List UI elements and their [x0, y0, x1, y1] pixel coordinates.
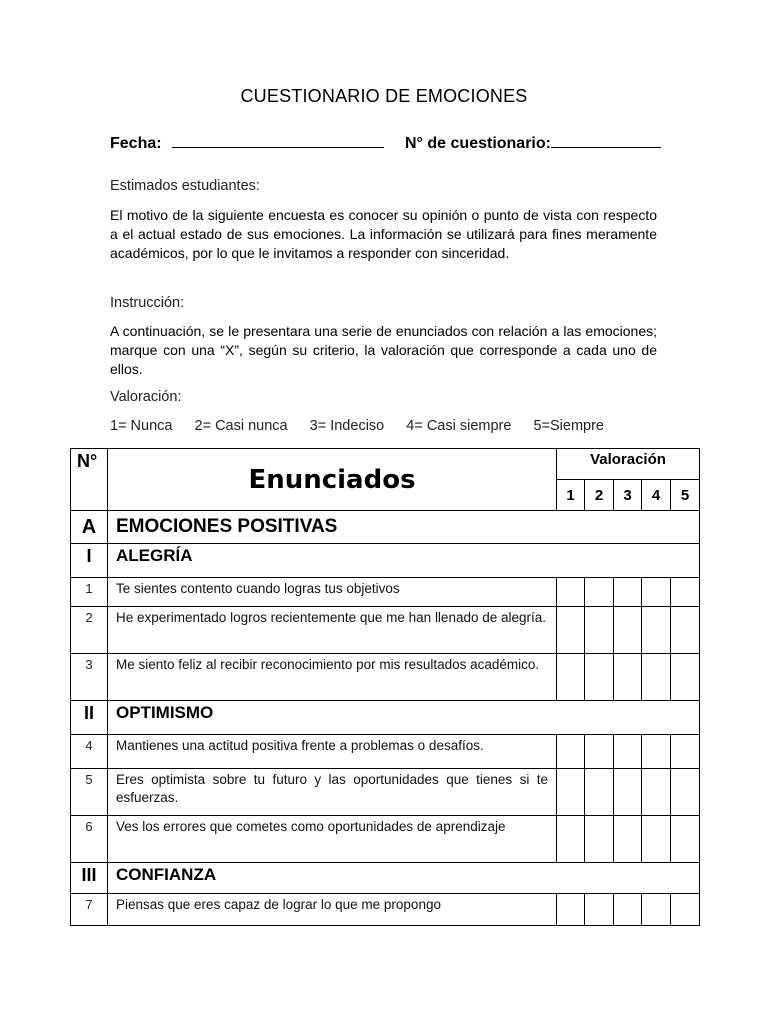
scale-item: 3= Indeciso — [309, 418, 385, 434]
group-code: III — [71, 863, 108, 894]
rating-cell-1[interactable] — [557, 654, 585, 701]
valoracion-label: Valoración: — [110, 389, 182, 405]
rating-cell-4[interactable] — [642, 735, 671, 769]
rating-column-header: 4 — [642, 480, 671, 511]
rating-column-header: 3 — [614, 480, 642, 511]
rating-column-header: 5 — [671, 480, 700, 511]
rating-cell-4[interactable] — [642, 894, 671, 926]
rating-cell-3[interactable] — [614, 654, 642, 701]
header-enunciados: Enunciados — [108, 449, 557, 511]
intro-paragraph — [110, 206, 657, 264]
intro-text: El motivo de la siguiente encuesta es conocer su opinión o punto de vista con respecto a el actual estado de sus emociones. La información se utilizará para fines meramente académicos, por lo que le invitamos a responder con sinceridad. — [110, 207, 657, 262]
rating-cell-5[interactable] — [671, 735, 700, 769]
table-row — [71, 578, 700, 607]
item-number: 7 — [71, 894, 108, 926]
item-statement: Me siento feliz al recibir reconocimiento por mis resultados académico. — [108, 654, 557, 701]
scale-item: 1= Nunca — [110, 418, 173, 434]
rating-cell-1[interactable] — [557, 894, 585, 926]
item-statement: Mantienes una actitud positiva frente a problemas o desafíos. — [108, 735, 557, 769]
instruction-text: A continuación, se le presentara una serie de enunciados con relación a las emociones; marque con una “X”, según su criterio, la valoración que corresponde a cada uno de ellos. — [110, 323, 657, 378]
scale-item: 5=Siempre — [533, 418, 604, 434]
section-name: EMOCIONES POSITIVAS — [108, 511, 700, 544]
rating-cell-5[interactable] — [671, 769, 700, 816]
rating-column-header: 2 — [585, 480, 614, 511]
rating-cell-4[interactable] — [642, 769, 671, 816]
rating-cell-1[interactable] — [557, 735, 585, 769]
rating-cell-2[interactable] — [585, 607, 614, 654]
fecha-label: Fecha: — [110, 135, 162, 152]
table-row — [71, 816, 700, 863]
item-statement: He experimentado logros recientemente que me han llenado de alegría. — [108, 607, 557, 654]
rating-cell-1[interactable] — [557, 816, 585, 863]
fecha-field[interactable] — [110, 133, 384, 153]
header-no: N° — [71, 449, 108, 511]
instruction-paragraph — [110, 322, 657, 380]
rating-cell-5[interactable] — [671, 894, 700, 926]
rating-cell-4[interactable] — [642, 578, 671, 607]
rating-cell-3[interactable] — [614, 607, 642, 654]
item-statement: Eres optimista sobre tu futuro y las oportunidades que tienes si te esfuerzas. — [108, 769, 557, 816]
group-name: OPTIMISMO — [108, 701, 700, 735]
item-number: 3 — [71, 654, 108, 701]
rating-cell-5[interactable] — [671, 607, 700, 654]
item-number: 5 — [71, 769, 108, 816]
section-code: A — [71, 511, 108, 544]
rating-cell-4[interactable] — [642, 816, 671, 863]
rating-cell-2[interactable] — [585, 735, 614, 769]
table-row — [71, 769, 700, 816]
cuestionario-label: N° de cuestionario: — [405, 135, 551, 152]
rating-cell-4[interactable] — [642, 607, 671, 654]
table-row — [71, 654, 700, 701]
questionnaire-table — [70, 448, 700, 926]
group-name: ALEGRÍA — [108, 544, 700, 578]
rating-cell-3[interactable] — [614, 769, 642, 816]
rating-cell-3[interactable] — [614, 894, 642, 926]
rating-cell-3[interactable] — [614, 816, 642, 863]
fecha-blank[interactable] — [172, 133, 384, 148]
greeting: Estimados estudiantes: — [110, 178, 260, 194]
table-row — [71, 607, 700, 654]
rating-cell-4[interactable] — [642, 654, 671, 701]
instruction-label: Instrucción: — [110, 295, 185, 311]
item-number: 1 — [71, 578, 108, 607]
item-statement: Ves los errores que cometes como oportunidades de aprendizaje — [108, 816, 557, 863]
rating-cell-2[interactable] — [585, 654, 614, 701]
item-statement: Piensas que eres capaz de lograr lo que me propongo — [108, 894, 557, 926]
header-valoracion: Valoración — [557, 449, 700, 480]
rating-cell-5[interactable] — [671, 578, 700, 607]
rating-cell-2[interactable] — [585, 816, 614, 863]
page-title: CUESTIONARIO DE EMOCIONES — [240, 86, 528, 106]
rating-cell-1[interactable] — [557, 769, 585, 816]
rating-cell-3[interactable] — [614, 735, 642, 769]
rating-scale — [110, 418, 670, 434]
item-statement: Te sientes contento cuando logras tus objetivos — [108, 578, 557, 607]
group-row — [71, 863, 700, 894]
rating-cell-2[interactable] — [585, 769, 614, 816]
group-name: CONFIANZA — [108, 863, 700, 894]
group-row — [71, 544, 700, 578]
rating-cell-3[interactable] — [614, 578, 642, 607]
rating-cell-2[interactable] — [585, 894, 614, 926]
rating-cell-5[interactable] — [671, 816, 700, 863]
section-row — [71, 511, 700, 544]
group-code: II — [71, 701, 108, 735]
rating-cell-5[interactable] — [671, 654, 700, 701]
cuestionario-field[interactable] — [405, 133, 661, 153]
group-row — [71, 701, 700, 735]
item-number: 6 — [71, 816, 108, 863]
rating-cell-1[interactable] — [557, 607, 585, 654]
group-code: I — [71, 544, 108, 578]
rating-cell-1[interactable] — [557, 578, 585, 607]
table-header-row — [71, 449, 700, 480]
table-row — [71, 894, 700, 926]
item-number: 4 — [71, 735, 108, 769]
scale-item: 4= Casi siempre — [406, 418, 512, 434]
rating-cell-2[interactable] — [585, 578, 614, 607]
rating-column-header: 1 — [557, 480, 585, 511]
cuestionario-blank[interactable] — [551, 133, 661, 148]
item-number: 2 — [71, 607, 108, 654]
table-row — [71, 735, 700, 769]
scale-item: 2= Casi nunca — [194, 418, 288, 434]
